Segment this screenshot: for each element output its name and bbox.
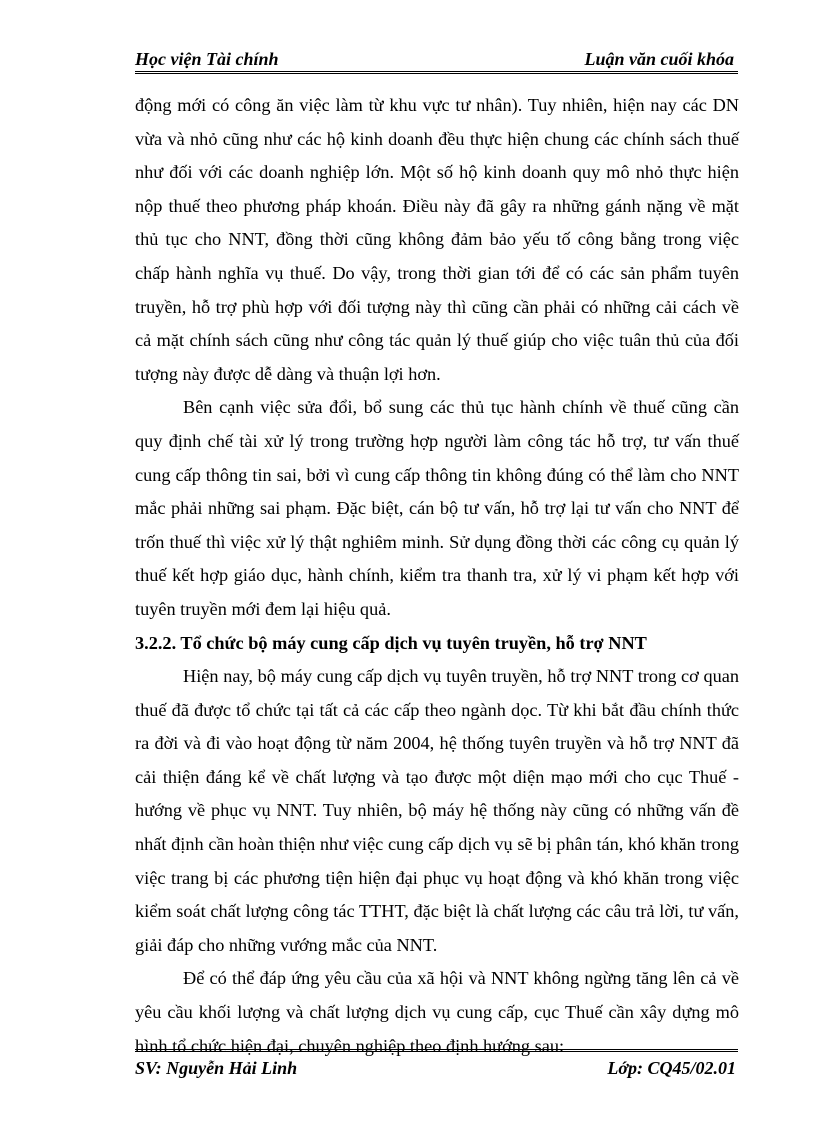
header-institution: Học viện Tài chính	[135, 49, 279, 69]
section-heading: 3.2.2. Tổ chức bộ máy cung cấp dịch vụ tuyên truyền, hỗ trợ NNT	[135, 632, 647, 653]
header-document-type: Luận văn cuối khóa	[584, 49, 734, 69]
paragraph-2: Bên cạnh việc sửa đổi, bổ sung các thủ tục hành chính về thuế cũng cần quy định chế tài xử lý trong trường hợp người làm công tác hỗ trợ, tư vấn thuế cung cấp thông tin sai, bởi vì cung cấp thông tin không đúng có thể làm cho NNT mắc phải những sai phạm. Đặc biệt, cán bộ tư vấn, hỗ trợ lại tư vấn cho NNT để trốn thuế thì việc xử lý thật nghiêm minh. Sử dụng đồng thời các công cụ quản lý thuế kết hợp giáo dục, hành chính, kiểm tra thanh tra, xử lý vi phạm kết hợp với tuyên truyền mới đem lại hiệu quả.	[135, 397, 739, 619]
paragraph-4: Để có thể đáp ứng yêu cầu của xã hội và NNT không ngừng tăng lên cả về yêu cầu khối lượng và chất lượng dịch vụ cung cấp, cục Thuế cần xây dựng mô hình tổ chức hiện đại, chuyên nghiệp theo định hướng sau:	[135, 968, 739, 1056]
footer-class-code: Lớp: CQ45/02.01	[607, 1058, 736, 1078]
page-body	[135, 89, 739, 1063]
page-footer	[135, 1049, 738, 1083]
paragraph-3: Hiện nay, bộ máy cung cấp dịch vụ tuyên truyền, hỗ trợ NNT trong cơ quan thuế đã được tổ chức tại tất cả các cấp theo ngành dọc. Từ khi bắt đầu chính thức ra đời và đi vào hoạt động từ năm 2004, hệ thống tuyên truyền và hỗ trợ NNT đã cải thiện đáng kể về chất lượng và tạo được một diện mạo mới cho cục Thuế - hướng về phục vụ NNT. Tuy nhiên, bộ máy hệ thống này cũng có những vấn đề nhất định cần hoàn thiện như việc cung cấp dịch vụ sẽ bị phân tán, khó khăn trong việc trang bị các phương tiện hiện đại phục vụ hoạt động và khó khăn trong việc kiểm soát chất lượng công tác TTHT, đặc biệt là chất lượng các câu trả lời, tư vấn, giải đáp cho những vướng mắc của NNT.	[135, 666, 739, 955]
page-header	[135, 47, 738, 74]
paragraph-1: động mới có công ăn việc làm từ khu vực tư nhân). Tuy nhiên, hiện nay các DN vừa và nhỏ cũng như các hộ kinh doanh đều thực hiện chung các chính sách thuế như đối với các doanh nghiệp lớn. Một số hộ kinh doanh quy mô nhỏ thực hiện nộp thuế theo phương pháp khoán. Điều này đã gây ra những gánh nặng về mặt thủ tục cho NNT, đồng thời cũng không đảm bảo yếu tố công bằng trong việc chấp hành nghĩa vụ thuế. Do vậy, trong thời gian tới để có các sản phẩm tuyên truyền, hỗ trợ phù hợp với đối tượng này thì cũng cần phải có những cải cách về cả mặt chính sách cũng như công tác quản lý thuế giúp cho việc tuân thủ của đối tượng này được dễ dàng và thuận lợi hơn.	[135, 95, 739, 384]
footer-student-name: SV: Nguyễn Hải Linh	[135, 1058, 298, 1078]
